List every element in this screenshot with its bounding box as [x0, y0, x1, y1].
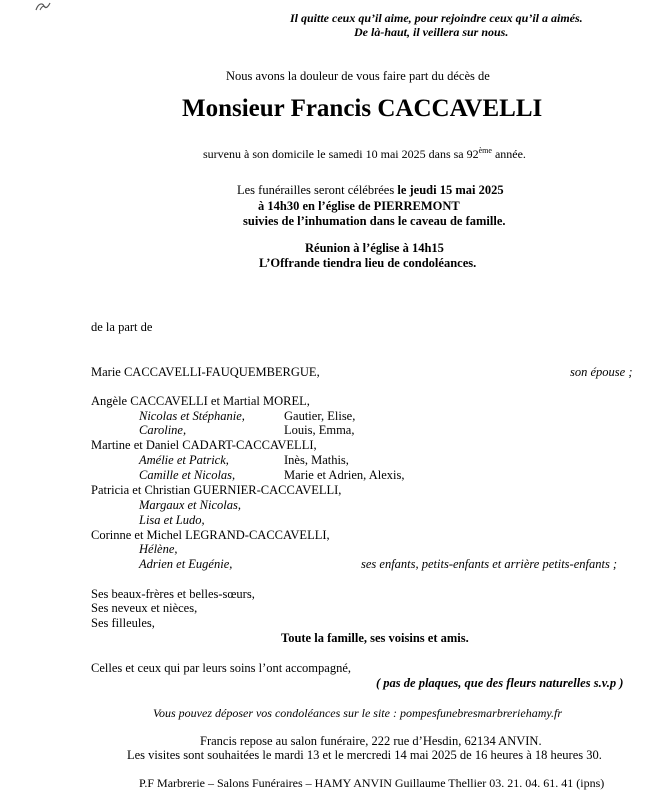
family-1-child-2: Caroline,	[139, 423, 187, 437]
spouse-name: Marie CACCAVELLI-FAUQUEMBERGUE,	[91, 365, 320, 379]
from-label: de la part de	[91, 320, 153, 334]
family-2-parents: Martine et Daniel CADART-CACCAVELLI,	[91, 438, 317, 452]
family-4-child-2: Adrien et Eugénie,	[139, 557, 233, 571]
family-2-grandchildren-2: Marie et Adrien, Alexis,	[284, 468, 405, 482]
funeral-line-2: à 14h30 en l’église de PIERREMONT	[258, 199, 460, 213]
children-relation: ses enfants, petits-enfants et arrière petits-enfants ;	[361, 557, 618, 571]
family-3-child-1: Margaux et Nicolas,	[139, 498, 241, 512]
family-3-child-2: Lisa et Ludo,	[139, 513, 205, 527]
whole-family-line: Toute la famille, ses voisins et amis.	[281, 631, 469, 645]
goddaughters-line: Ses filleules,	[91, 616, 155, 630]
deceased-name: Monsieur Francis CACCAVELLI	[182, 95, 543, 122]
family-1-grandchildren-2: Louis, Emma,	[284, 423, 355, 437]
flowers-note: ( pas de plaques, que des fleurs naturelles s.v.p )	[376, 676, 624, 690]
family-1-grandchildren-1: Gautier, Elise,	[284, 409, 356, 423]
in-laws-line: Ses beaux-frères et belles-sœurs,	[91, 587, 255, 601]
rest-location: Francis repose au salon funéraire, 222 rue d’Hesdin, 62134 ANVIN.	[200, 734, 542, 748]
quote-line-2: De là-haut, il veillera sur nous.	[354, 25, 509, 39]
funeral-company: P.F Marbrerie – Salons Funéraires – HAMY ANVIN Guillaume Thellier 03. 21. 04. 61. 41 (ipns)	[139, 776, 605, 790]
intro-text: Nous avons la douleur de vous faire part du décès de	[226, 69, 490, 83]
family-2-child-1: Amélie et Patrick,	[139, 453, 229, 467]
family-3-parents: Patricia et Christian GUERNIER-CACCAVELLI,	[91, 483, 342, 497]
death-details: survenu à son domicile le samedi 10 mai 2025 dans sa 92ème année.	[203, 146, 526, 161]
family-4-child-1: Hélène,	[139, 542, 178, 556]
family-1-child-1: Nicolas et Stéphanie,	[139, 409, 245, 423]
quote-line-1: Il quitte ceux qu’il aime, pour rejoindre ceux qu’il a aimés.	[290, 11, 583, 25]
carers-line: Celles et ceux qui par leurs soins l’ont accompagné,	[91, 661, 351, 675]
nephews-line: Ses neveux et nièces,	[91, 601, 198, 615]
church-meeting: Réunion à l’église à 14h15	[305, 241, 444, 255]
logo-icon	[34, 0, 52, 11]
family-4-parents: Corinne et Michel LEGRAND-CACCAVELLI,	[91, 528, 330, 542]
condolences-note: Vous pouvez déposer vos condoléances sur le site : pompesfunebresmarbreriehamy.fr	[153, 706, 563, 720]
family-1-parents: Angèle CACCAVELLI et Martial MOREL,	[91, 394, 310, 408]
offering-note: L’Offrande tiendra lieu de condoléances.	[259, 256, 477, 270]
family-2-grandchildren-1: Inès, Mathis,	[284, 453, 349, 467]
funeral-line-1: Les funérailles seront célébrées le jeudi 15 mai 2025	[237, 183, 504, 197]
family-2-child-2: Camille et Nicolas,	[139, 468, 236, 482]
spouse-relation: son épouse ;	[570, 365, 633, 379]
funeral-line-3: suivies de l’inhumation dans le caveau de famille.	[243, 214, 506, 228]
visit-hours: Les visites sont souhaitées le mardi 13 et le mercredi 14 mai 2025 de 16 heures à 18 heures 30.	[127, 748, 602, 762]
